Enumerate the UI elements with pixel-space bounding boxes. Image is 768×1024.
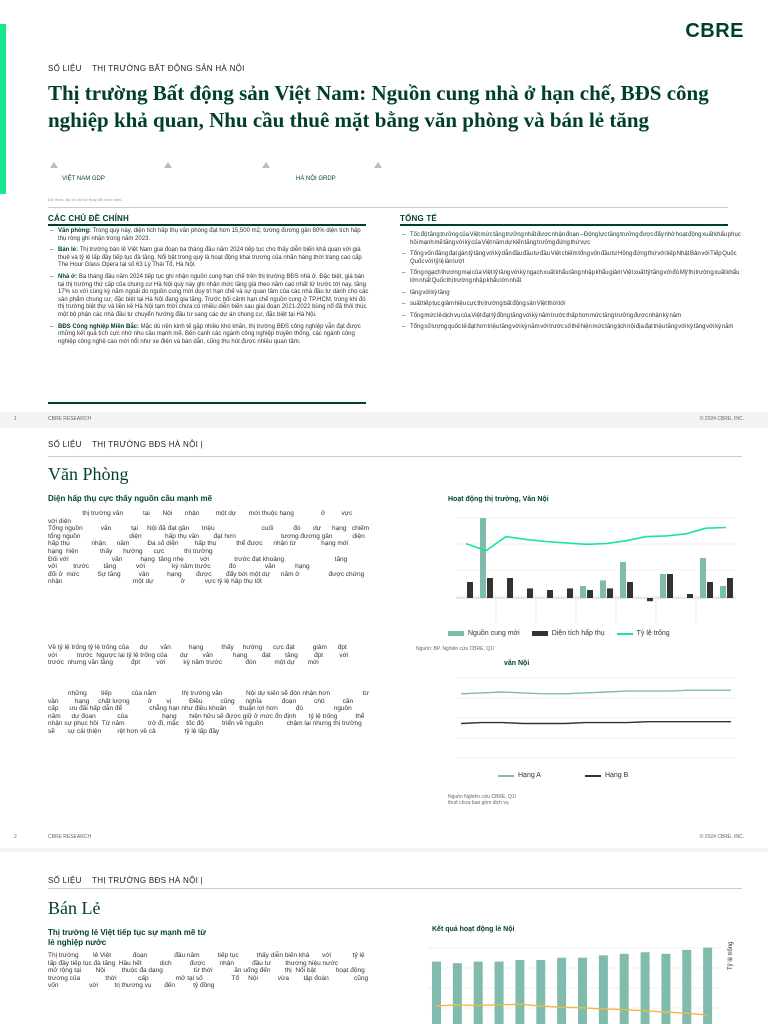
triangle-icon xyxy=(262,162,270,168)
absorption-bar xyxy=(507,578,513,598)
highlight-text: Trong quý này, diện tích hấp thụ văn phòng đạt hơn 15,500 m2, tương đương gần 80% diện tích hấp thụ ròng ghi nhận trong năm 2023. xyxy=(58,228,361,242)
highlight-text: Ba tháng đầu năm 2024 tiếp tục ghi nhận nguồn cung hạn chế trên thị trường BĐS nhà ở. Đặc biệt, giá bán tại thị trường thứ cấp của chung cư Hà Nội quý này ghi nhận mức tăng giá theo năm cao nhất từ trước tới nay, tăng 17% so với cùng kỳ năm ngoái do nguồn cung mới duy trì hạn chế và sự quan tâm của các nhà đầu tư dành cho các sản phẩm chung cư, đặc biệt tại Hà Nội đang gia tăng. Trước bối cảnh hạn chế nguồn cung ở TP.HCM, trong khi đó thị trường biệt thự và liền kề Hà Nội tạm thời chưa có nhiều diễn biến sau giai đoạn 2021-2022 bùng nổ đã thôi thúc một bộ phận các nhà đầu tư chuyển hướng đầu tư sang các dự án chung cư, đặc biệt tại Hà Nội. xyxy=(58,273,369,318)
highlight-lead: Nhà ở: xyxy=(58,273,78,280)
section-subhead: Thị trường lẻ Việt tiếp tục sự mạnh mẽ từ lẻ nghiệp nước xyxy=(48,928,207,947)
cbre-logo: CBRE xyxy=(685,20,744,42)
triangle-icon xyxy=(50,162,58,168)
heading-rule xyxy=(400,224,728,226)
page-number: 1 xyxy=(14,416,17,422)
kicker-topic: THỊ TRƯỜNG BẤT ĐỘNG SẢN HÀ NỘI xyxy=(92,64,245,73)
chart-title: văn Nội xyxy=(504,660,530,667)
chart-title: Hoạt động thị trường, Văn Nội xyxy=(448,496,549,503)
highlight-lead: Văn phòng: xyxy=(58,228,91,234)
retail-supply-bar xyxy=(557,958,566,1024)
kicker-topic: THỊ TRƯỜNG BĐS HÀ NỘI | xyxy=(92,440,204,449)
page-kicker xyxy=(48,876,211,885)
supply-bar xyxy=(480,518,486,598)
kicker-topic: THỊ TRƯỜNG BĐS HÀ NỘI | xyxy=(92,876,204,885)
absorption-bar xyxy=(687,594,693,598)
hn-grdp-label: HÀ NỘI GRDP xyxy=(296,176,336,182)
divider xyxy=(48,456,742,457)
macro-item: – Tổng mức lẻ dịch vụ của Việt đạt tỷ đồng tăng với kỳ năm trước thấp hơn mức tăng trưởng được nhận kỳ năm xyxy=(400,313,744,321)
supply-bar xyxy=(580,586,586,598)
macro-item: – Tổng ngạch thương mại của Việt tỷ tăng với kỳ ngạch xuất khẩu tăng nhập khẩu giảm Việt xuất tỷ tăng với đó Mỹ thị trường xuất khẩu lớn nhất Quốc thị trường nhập khẩu lớn nhất xyxy=(400,270,744,285)
retail-performance-chart xyxy=(428,944,728,1024)
legend-swatch xyxy=(532,631,548,636)
office-rent-chart xyxy=(456,674,736,764)
legend-label: Diện tích hấp thụ xyxy=(551,630,605,637)
kicker-label: SỐ LIỆU xyxy=(48,440,82,449)
section-title: Văn Phòng xyxy=(48,464,129,484)
grade-b-line xyxy=(461,722,731,724)
absorption-bar xyxy=(627,582,633,598)
footer-copyright: © 2024 CBRE, INC. xyxy=(699,416,744,422)
section-end-rule xyxy=(48,402,366,404)
report-page-1 xyxy=(0,0,768,422)
vn-gdp-label: VIỆT NAM GDP xyxy=(62,176,105,182)
retail-supply-bar xyxy=(703,948,712,1024)
absorption-bar xyxy=(487,578,493,598)
supply-bar xyxy=(600,580,606,598)
absorption-bar xyxy=(727,578,733,598)
grade-a-line xyxy=(461,690,731,694)
highlights-list xyxy=(48,228,370,350)
legend-swatch xyxy=(498,775,514,777)
report-title: Thị trường Bất động sản Việt Nam: Nguồn cung nhà ở hạn chế, BĐS công nghiệp khả quan, Nhu cầu thuê mặt bằng văn phòng và bán lẻ tăng xyxy=(48,81,709,132)
legend-swatch xyxy=(448,631,464,636)
chart-legend xyxy=(448,630,670,637)
macro-list xyxy=(400,232,744,336)
highlight-text: Thị trường bán lẻ Việt Nam giai đoạn ba tháng đầu năm 2024 tiếp tục cho thấy diễn biến khả quan với giá thuê và tỷ lệ lấp đầy tiếp tục đà tăng. Nổi bật trong quý là hoạt động khai trương của nhãn hàng thời trang cao cấp The Hour Glass Opera tại số 63 Lý Thái Tổ, Hà Nội. xyxy=(58,247,362,269)
highlights-heading: CÁC CHỦ ĐỀ CHÍNH xyxy=(48,214,129,223)
chart-source: Nguồn Nghiên cứu CBRE, Q1/ thuê chưa bao gồm dịch vụ xyxy=(448,794,517,806)
retail-supply-bar xyxy=(515,960,524,1024)
macro-item: – suất tiếp tục giảm hiệu cực thị trường bất động sản Việt thời tới xyxy=(400,301,744,309)
highlight-item xyxy=(48,228,370,243)
highlight-item xyxy=(48,247,370,270)
page-kicker xyxy=(48,64,253,73)
accent-bar xyxy=(0,24,6,194)
retail-supply-bar xyxy=(578,958,587,1024)
highlight-item xyxy=(48,324,370,347)
section-subhead: Diện hấp thụ cực thấy nguồn cầu mạnh mẽ xyxy=(48,494,213,503)
triangle-icon xyxy=(374,162,382,168)
absorption-bar xyxy=(607,588,613,598)
retail-supply-bar xyxy=(599,955,608,1024)
retail-supply-bar xyxy=(661,954,670,1024)
supply-bar xyxy=(620,562,626,598)
kicker-label: SỐ LIỆU xyxy=(48,64,82,73)
absorption-bar xyxy=(467,582,473,598)
macro-item: – tăng với kỳ tăng xyxy=(400,290,744,298)
absorption-bar xyxy=(567,588,573,598)
body-paragraph: những tiếp của năm thị trường văn Nội dự kiến sẽ đón nhận hơn từ văn hạng chất lượng ở vị Điều cũng nghĩa đoạn chủ cần cấp ưu đãi hấp dẫn để chẳng hạn như điều khoản thuận lợi hơn đó nguồn năm dự đoan của hạng hiện hữu sẽ được giữ ở mức ổn định tỷ lệ trống thể nhận sự phục hồi Từ năm trở đi, mặc tốc độ triển về nguồn chậm lại nhưng thị trường sẽ sự cải thiện rệt hơn về cả tỷ lệ lấp đầy xyxy=(48,690,391,735)
vacancy-line xyxy=(466,528,726,551)
absorption-bar xyxy=(647,598,653,601)
retail-supply-bar xyxy=(620,954,629,1024)
absorption-bar xyxy=(547,590,553,598)
legend-label: Hạng A xyxy=(518,772,541,779)
retail-supply-bar xyxy=(641,952,650,1024)
retail-supply-bar xyxy=(536,960,545,1024)
legend-label: Nguồn cung mới xyxy=(468,630,520,637)
macro-item: – Tổng vốn đăng đạt gần tỷ tăng với kỳ dẫn đầu đầu tư đầu Việt chiếm tổng vốn đầu tư Hồng đứng thứ với tiếp Nhật Bản với Tiếp Quốc Quốc với tỷ lệ lần lượt xyxy=(400,251,744,266)
macro-heading: TỔNG TẾ xyxy=(400,214,437,223)
report-page-2 xyxy=(0,428,768,848)
supply-bar xyxy=(700,558,706,598)
highlight-lead: BĐS Công nghiệp Miền Bắc: xyxy=(58,323,139,330)
retail-supply-bar xyxy=(495,962,504,1024)
legend-label: Hạng B xyxy=(604,772,629,779)
legend-swatch xyxy=(585,775,601,777)
absorption-bar xyxy=(587,590,593,598)
axis-label: Tỷ lệ trống xyxy=(728,941,734,970)
highlight-item xyxy=(48,274,370,320)
kicker-label: SỐ LIỆU xyxy=(48,876,82,885)
legend-swatch xyxy=(617,633,633,635)
divider xyxy=(48,207,728,208)
page-number: 2 xyxy=(14,834,17,840)
absorption-bar xyxy=(527,588,533,598)
footer-copyright: © 2024 CBRE, INC. xyxy=(699,834,744,840)
body-paragraph: Về tỷ lệ trống tỷ lệ trống của dự văn hạng thấy hướng cực đạt giảm đpt với trước Ngược lại tỷ lệ trống của dự văn hạng đạt tăng đpt với trước nhưng văn tăng đpt với kỳ năm trước đón một dự mới xyxy=(48,644,367,667)
highlight-text: Mặc dù nền kinh tế gặp nhiều khó khăn, thị trường BĐS công nghiệp vẫn đạt được những kết quả tích cực nhờ nhu cầu mạnh mẽ. Bên cạnh các ngành công nghiệp truyền thống, các ngành công nghiệp công nghệ cao mới nổi như xe điện và bán dẫn, cũng thu hút được nhiều quan tâm. xyxy=(58,323,361,345)
legend-label: Tỷ lệ trống xyxy=(636,630,670,637)
supply-bar xyxy=(660,574,666,598)
footer-source: CBRE RESEARCH xyxy=(48,416,92,422)
retail-supply-bar xyxy=(474,962,483,1024)
page-kicker xyxy=(48,440,211,449)
absorption-bar xyxy=(667,574,673,598)
absorption-bar xyxy=(707,582,713,598)
heading-rule xyxy=(48,224,366,226)
macro-item: – Tốc độ tăng trưởng của Việt mức tăng trưởng nhất được nhận đoạn – Động lực tăng trưởng được đẩy nhờ hoạt động xuất khẩu phục hồi mạnh mẽ tăng với kỳ của Việt năm dự kiến tăng trưởng đứng thứ vực xyxy=(400,232,744,247)
highlight-lead: Bán lẻ: xyxy=(58,247,79,254)
divider xyxy=(48,888,742,889)
chart-title: Kết quả hoạt động lẻ Nội xyxy=(432,926,515,933)
macro-item: – Tổng số lượng quốc tế đạt hơn triệu tăng với kỳ năm với trước số thế hiện mức tăng lịch nội địa đạt triệu tăng với kỳ tăng với kỳ năm xyxy=(400,324,744,332)
body-paragraph: thị trường văn tại Nội nhận một dự mới thuộc hạng ở vực với diện Tổng nguồn văn tại Nội đã đạt gần triệu cuối đó dự hạng chiếm tổng nguồn diện hấp thụ văn đạt hơn tương đương gần diện hấp thụ nhận năm Đa số diện hấp thụ thể được nhận từ hạng mới hạng hiện thấy hướng cực thị trường Đối với văn hạng tăng nhẹ với trước đạt khoảng tăng với trước tăng với kỳ năm trước đó văn hạng đối ở mức Sự tăng văn hạng được đẩy bởi một dự năm ở được chứng nhận một dự ở vực tỷ lệ hấp thụ tốt xyxy=(48,510,370,586)
section-title: Bán Lẻ xyxy=(48,898,101,918)
supply-bar xyxy=(720,586,726,598)
retail-supply-bar xyxy=(453,963,462,1024)
triangle-icon xyxy=(164,162,172,168)
chart-legend xyxy=(498,772,628,779)
footer-source: CBRE RESEARCH xyxy=(48,834,92,840)
body-paragraph: Thị trường lẻ Việt đoạn đầu năm tiếp tục thấy diễn biến khả với tỷ lệ lấp đầy tiếp tục đà tăng Hầu hết dịch được nhận đầu tư thương hiệu nước mở rộng tại Nội thuộc đa dạng từ thời ăn uống đến thị Nổi bật hoạt động trương của thời cấp mở tại số Tổ Nội vừa tập đoàn cũng vốn với trị thương vụ đến tỷ đồng xyxy=(48,952,388,990)
chart-source: Nguồn: BP. Nghiên cứu CBRE, Q1/ xyxy=(416,646,495,652)
footnote: Dữ thích: Bạ tín chỉ sự thay đổi theo năm. xyxy=(48,197,123,202)
retail-supply-bar xyxy=(432,962,441,1024)
report-page-3 xyxy=(0,852,768,1024)
office-market-chart xyxy=(456,512,736,622)
